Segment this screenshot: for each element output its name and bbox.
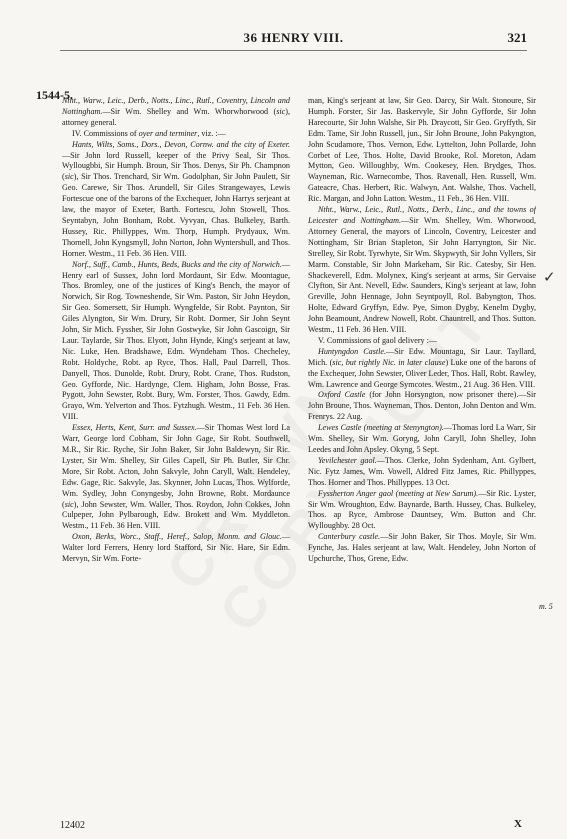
year-label: 1544-5. (36, 88, 73, 102)
text-paragraph: Essex, Herts, Kent, Surr. and Sussex.—Sir Thomas West lord La Warr, George lord Cobham, Sir John Gage, Sir Robt. Southwell, M.R., Sir Ric. Ryche, Sir John Baker, Sir John Baldewyn, Sir Ric. Lyster, Sir Wm. Shelley, Sir Giles Capell, Sir Ph. Butler, Sir Chr. More, Sir Robt. Acton, John Sakvyle, John Caryll, Walt. Hendeley, Edw. Gage, Ric. Sakvyle, Jas. Skynner, John Lucas, Thos. Wylforde, Wm. Sydley, John Conyngesby, John Browne, Robt. Mordaunce (sic), John Sewster, Wm. Waller, Thos. Roydon, John Cokkes, John Culpeper, John Pylbarough, Edw. Brokett and Wm. Myddleton. Westm., 11 Feb. 36 Hen. VIII. (62, 423, 290, 531)
text-paragraph: Ntht., Warw., Leic., Derb., Notts., Linc., Rutl., Coventry, Lincoln and Nottingham.—Sir Wm. Shelley and Wm. Whorwhorwood (sic), attorney general. (62, 96, 290, 127)
text-paragraph: Yevilchester gaol.—Thos. Clerke, John Sydenham, Ant. Gylbert, Nic. Fytz James, Wm. Vowell, Aldred Fitz James, Ric. Phillyppes, Thos. Horner and Thos. Phillyppes. 13 Oct. (308, 455, 536, 487)
text-paragraph: Norf., Suff., Camb., Hunts, Beds, Bucks and the city of Norwich.—Henry earl of Sussex, John lord Mordaunt, Sir Edw. Moontague, Thos. Bromley, one of the justices of King's Bench, the mayor of Norwich, Sir Rog. Towneshende, Sir Wm. Paston, Sir John Heydon, Sir Geo. Somersett, Sir Humph. Wyngfelde, Sir Robt. Paynton, Sir Giles Alyngton, Sir Wm. Drury, Sir Robt. Dormer, Sir John Seynt John, Sir Mich. Fyssher, Sir John Gostwyke, Sir John Gascoign, Sir Laur. Taylarde, Sir Thos. Elyott, John Hynde, King's serjeant at law, Nic. Luke, Hen. Bradshawe, Edm. Wyndeham Thos. Checheley, Robt. Holdyche, Robt. ap Ryce, Thos. Hall, Paul Darrell, Thos. Danyell, Thos. Dunolde, Robt. Drury, Robt. Crane, Thos. Rudston, Geo. Gyfforde, Nic. Hardynge, Clem. Higham, John Bosse, Fras. Pygott, John Sewster, Robt. Bury, Wm. Forster, Thos. Gawdy, Edm. Grayo, Wm. Yelverton and Thos. Fytzhugh. Westm., 11 Feb. 36 Hen. VIII. (62, 259, 290, 422)
text-paragraph: Canterbury castle.—Sir John Baker, Sir Thos. Moyle, Sir Wm. Fynche, Jas. Hales serjeant at law, Walt. Hendeley, John Norton of Upchurche, Thos, Grene, Edw. (308, 532, 536, 564)
text-paragraph: Oxon, Berks, Worc., Staff., Heref., Salop, Monm. and Glouc.—Walter lord Ferrers, Henry lord Stafford, Sir Nic. Hare, Sir Edm. Mervyn, Sir Wm. Forte- (62, 532, 290, 564)
printer-signature: 12402 (60, 820, 85, 831)
sheet-mark: X (514, 818, 522, 830)
left-column (62, 96, 290, 796)
text-paragraph: Oxford Castle (for John Horsyngton, now prisoner there).—Sir John Broune, Thos. Wayneman, Thos. Denton, John Denton and Wm. Frenrys. 22 Aug. (308, 390, 536, 422)
text-paragraph: Hants, Wilts, Soms., Dors., Devon, Cornw. and the city of Exeter.—Sir John lord Russell, keeper of the Privy Seal, Sir Thos. Wyllougbbi, Sir Humph. Broun, Sir Thos. Denys, Sir Ph. Champnon (sic), Sir Thos. Trenchard, Sir Wm. Godolphan, Sir John Paulett, Sir Geo. Carewe, Sir Thos. Arundell, Sir Giles Strangewayes, Lewis Fortescue one of the barons of the Exchequer, John Harrys serjeant at law, the mayor of Exeter, Barth. Fortescu, John Stowell, Thos. Seyntabyn, John Bonham, Robt. Vyvyan, Chas. Bulkeley, Barth. Hussey, Ric. Phillyppes, Wm. Thorp, Humph. Prydyaux, Wm. Thornell, John Kyngsmyll, John Norton, John Wyntershull, and Thos. Horner. Westm., 11 Feb. 36 Hen. VIII. (62, 139, 290, 258)
checkmark-annotation: ✓ (543, 270, 556, 286)
section-heading: V. Commissions of gaol delivery :— (318, 335, 438, 345)
header-rule (60, 50, 527, 51)
running-header (60, 30, 527, 46)
section-heading: IV. Commissions of oyer and terminer, viz. :— (72, 128, 226, 138)
text-paragraph: Lewes Castle (meeting at Stenyngton).—Thomas lord La Warr, Sir Wm. Shelley, Sir Wm. Goryng, John Caryll, John Shelley, John Leedes and John Apsley. Okyng, 5 Sept. (308, 423, 536, 454)
text-paragraph: Ntht., Warw., Leic., Rutl., Notts., Derb., Linc., and the towns of Leicester and Nottingham.—Sir Wm. Shelley, Wm. Whorwood, Attorney General, the mayors of Lincoln, Coventry, Leicester and Nottingham, Sir Brian Stapleton, Sir John Harryngton, Sir Nic. Strelley, Sir Robt. Tyrwhyte, Sir Wm. Skypwyth, Sir John Vyllers, Sir Marm. Constable, Sir John Markeham, Sir Ric. Catesby, Sir Hen. Shackeverell, Edm. Molynex, King's serjeant at arms, Sir Gervaise Clyfton, Sir Ant. Nevell, Edw. Saunders, King's serjeant at law, John Greville, John Hennage, John Seyntpoyll, Rol. Babyngton, Thos. Holte, Edward Gryffyn, Edw. Pye, Simon Dygby, Kenelm Dygby, John Beamount, Andrew Nowell, Robt. Chauntrell, and Thos. Sutton. Westm., 11 Feb. 36 Hen. VIII. (308, 205, 536, 335)
page-number: 321 (507, 30, 527, 45)
page-title: 36 HENRY VIII. (243, 30, 344, 45)
text-paragraph: man, King's serjeant at law, Sir Geo. Darcy, Sir Walt. Stonoure, Sir Humph. Forster, Sir Jas. Baskervyle, Sir John Gyfforde, Sir John Harecourte, Sir John Walshe, Sir Ph. Draycott, Sir Geo. Gryffyth, Sir Edm. Tame, Sir John Russell, jun., Sir John Broune, John Pakyngton, John Scudamore, Thos. Vernon, Edw. Lyttelton, John Pollarde, John Corbet of Lee, Thos. Holte, David Brooke, Rol. Moreton, Adam Mytton, Geo. Willoughby, Wm. Cookesey, Hen. Brydges, Thos. Wayneman, Ric. Warnecombe, Thos. Ravenall, Hen. Russell, Wm. Gateacre, Chas. Herbert, Ric. Walwyn, Ant. Walshe, Thos. Vachell, Ric. Margan, and John Latton. Westm., 11 Feb., 36 Hen. VIII. (308, 96, 536, 204)
text-paragraph: Huntyngdon Castle.—Sir Edw. Mountagu, Sir Laur. Tayllard, Mich. (sic, but rightly Nic. in later clause) Luke one of the barons of the Exchequer, John Sewster, Oliver Leder, Thos. Hall, Robt. Rawley, Wm. Lawrence and George Symcotes. Westm., 21 Aug. 36 Hen. VIII. (308, 346, 536, 389)
right-column (308, 96, 536, 796)
margin-note: m. 5 (539, 602, 553, 611)
text-paragraph: Fyssherton Anger gaol (meeting at New Sarum).—Sir Ric. Lyster, Sir Wm. Wroughton, Edw. Baynarde, Barth. Hussey, Chas. Bulkeley, Thos. ap Ryce, Ambrose Dauntsey, Wm. Button and Chr. Wylloughby. 28 Oct. (308, 488, 536, 531)
